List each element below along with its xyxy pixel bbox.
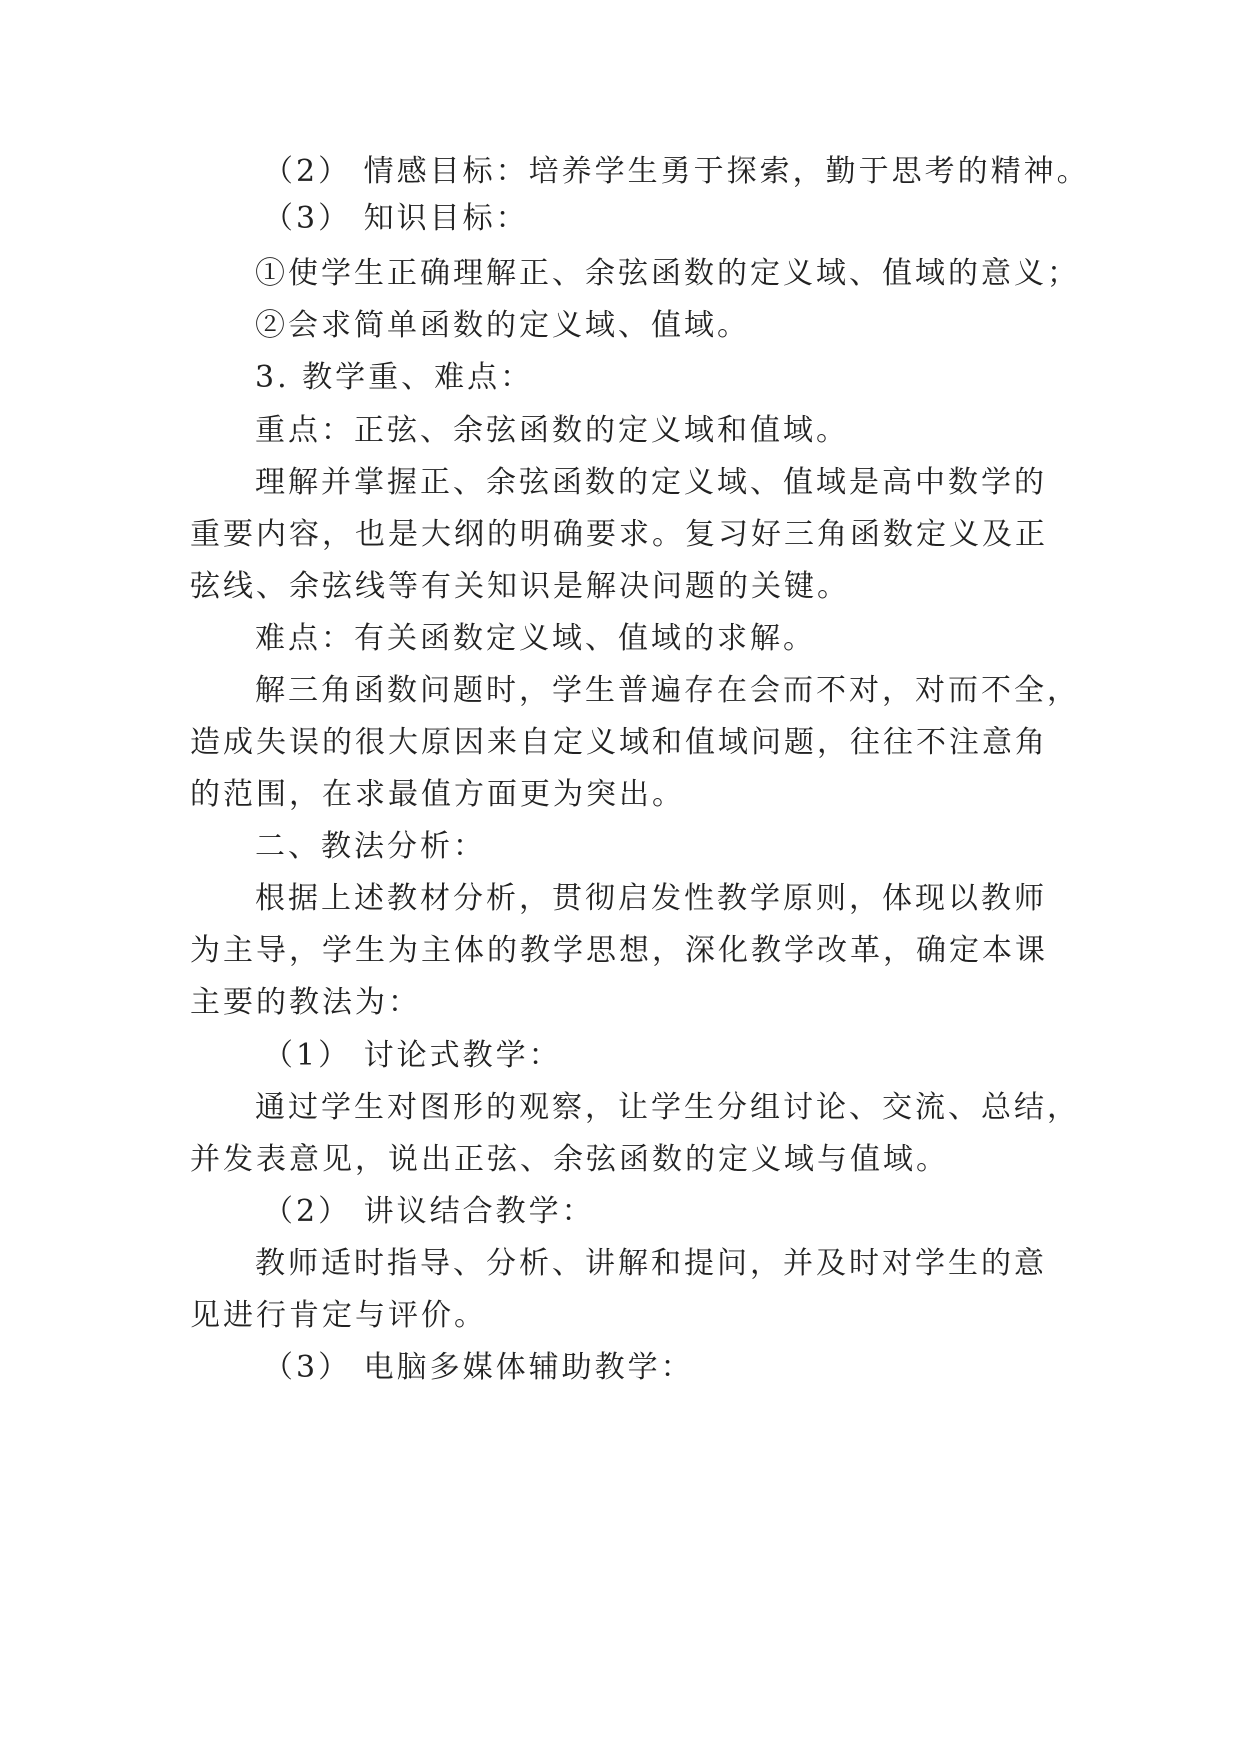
paragraph-discussion-line-1: 通过学生对图形的观察，让学生分组讨论、交流、总结， (255, 1090, 1080, 1125)
text-line-discussion-teaching: （1） 讨论式教学： (263, 1038, 562, 1073)
paragraph-difficult-point-line-3: 的范围，在求最值方面更为突出。 (190, 777, 685, 812)
text-line-key-point: 重点：正弦、余弦函数的定义域和值域。 (255, 413, 849, 448)
paragraph-method-line-3: 主要的教法为： (190, 985, 421, 1020)
paragraph-difficult-point-line-1: 解三角函数问题时，学生普遍存在会而不对，对而不全， (255, 673, 1080, 708)
text-line-knowledge-goal: （3） 知识目标： (263, 201, 529, 236)
paragraph-difficult-point-line-2: 造成失误的很大原因来自定义域和值域问题，往往不注意角 (190, 725, 1048, 760)
paragraph-key-point-line-2: 重要内容，也是大纲的明确要求。复习好三角函数定义及正 (190, 517, 1048, 552)
paragraph-key-point-line-1: 理解并掌握正、余弦函数的定义域、值域是高中数学的 (255, 465, 1047, 500)
paragraph-method-line-2: 为主导，学生为主体的教学思想，深化教学改革，确定本课 (190, 933, 1048, 968)
text-line-affective-goal: （2） 情感目标：培养学生勇于探索，勤于思考的精神。 (263, 154, 1090, 189)
text-line-goal-item-1: ①使学生正确理解正、余弦函数的定义域、值域的意义； (255, 256, 1080, 291)
paragraph-discussion-line-2: 并发表意见，说出正弦、余弦函数的定义域与值域。 (190, 1142, 949, 1177)
paragraph-key-point-line-3: 弦线、余弦线等有关知识是解决问题的关键。 (190, 569, 850, 604)
text-line-multimedia-teaching: （3） 电脑多媒体辅助教学： (263, 1350, 694, 1385)
paragraph-method-line-1: 根据上述教材分析，贯彻启发性教学原则，体现以教师 (255, 881, 1047, 916)
paragraph-lecture-line-1: 教师适时指导、分析、讲解和提问，并及时对学生的意 (255, 1246, 1047, 1281)
text-line-difficult-point: 难点：有关函数定义域、值域的求解。 (255, 621, 816, 656)
section-heading-key-difficult-points: 3. 教学重、难点： (255, 360, 534, 395)
text-line-goal-item-2: ②会求简单函数的定义域、值域。 (255, 308, 750, 343)
text-line-lecture-teaching: （2） 讲议结合教学： (263, 1194, 595, 1229)
paragraph-lecture-line-2: 见进行肯定与评价。 (190, 1298, 487, 1333)
section-heading-teaching-method: 二、教法分析： (255, 829, 486, 864)
